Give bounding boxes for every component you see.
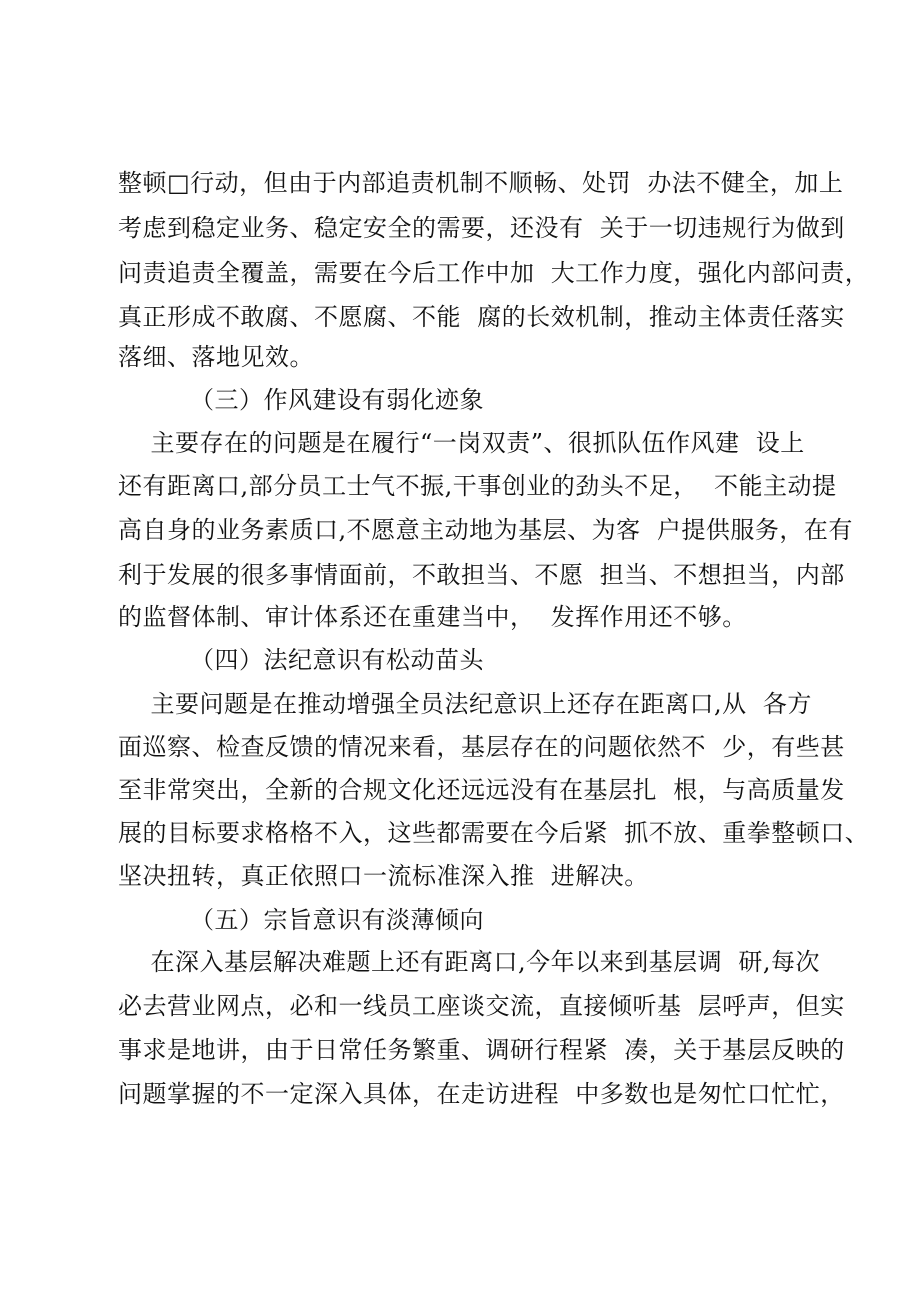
paragraph-line: 展的目标要求格格不入，这些都需要在今后紧 抓不放、重拳整顿口、 xyxy=(118,819,870,847)
paragraph-line: 考虑到稳定业务、稳定安全的需要，还没有 关于一切违规行为做到 xyxy=(118,214,845,242)
paragraph-line: 至非常突出，全新的合规文化还远远没有在基层扎 根，与高质量发 xyxy=(118,776,845,804)
paragraph-line: 利于发展的很多事情面前，不敢担当、不愿 担当、不想担当，内部 xyxy=(118,561,845,589)
paragraph-line: 主要存在的问题是在履行“一岗双责”、很抓队伍作风建 设上 xyxy=(118,429,805,457)
paragraph-line: 的监督体制、审计体系还在重建当中， 发挥作用还不够。 xyxy=(118,603,747,631)
paragraph-line: 事求是地讲，由于日常任务繁重、调研行程紧 凑，关于基层反映的 xyxy=(118,1036,845,1064)
section-heading-4: （四）法纪意识有松动苗头 xyxy=(190,646,484,674)
paragraph-line: 还有距离口,部分员工士气不振,干事创业的劲头不足， 不能主动提 xyxy=(118,472,837,500)
paragraph-line: 真正形成不敢腐、不愿腐、不能 腐的长效机制，推动主体责任落实 xyxy=(118,303,845,331)
paragraph-line: 必去营业网点，必和一线员工座谈交流，直接倾听基 层呼声，但实 xyxy=(118,992,845,1020)
paragraph-line: 主要问题是在推动增强全员法纪意识上还存在距离口,从 各方 xyxy=(118,690,812,718)
paragraph-line: 整顿□行动，但由于内部追责机制不顺畅、处罚 办法不健全，加上 xyxy=(118,169,844,197)
paragraph-line: 问题掌握的不一定深入具体，在走访进程 中多数也是匆忙口忙忙， xyxy=(118,1080,845,1108)
paragraph-line: 坚决扭转，真正依照口一流标准深入推 进解决。 xyxy=(118,862,649,890)
paragraph-line: 在深入基层解决难题上还有距离口,今年以来到基层调 研,每次 xyxy=(118,948,821,976)
paragraph-line: 落细、落地见效。 xyxy=(118,343,314,371)
paragraph-line: 面巡察、检查反馈的情况来看，基层存在的问题依然不 少，有些甚 xyxy=(118,733,845,761)
section-heading-3: （三）作风建设有弱化迹象 xyxy=(190,386,484,414)
section-heading-5: （五）宗旨意识有淡薄倾向 xyxy=(190,906,484,934)
paragraph-line: 高自身的业务素质口,不愿意主动地为基层、为客 户提供服务，在有 xyxy=(118,516,853,544)
paragraph-line: 问责追责全覆盖，需要在今后工作中加 大工作力度，强化内部问责， xyxy=(118,259,870,287)
